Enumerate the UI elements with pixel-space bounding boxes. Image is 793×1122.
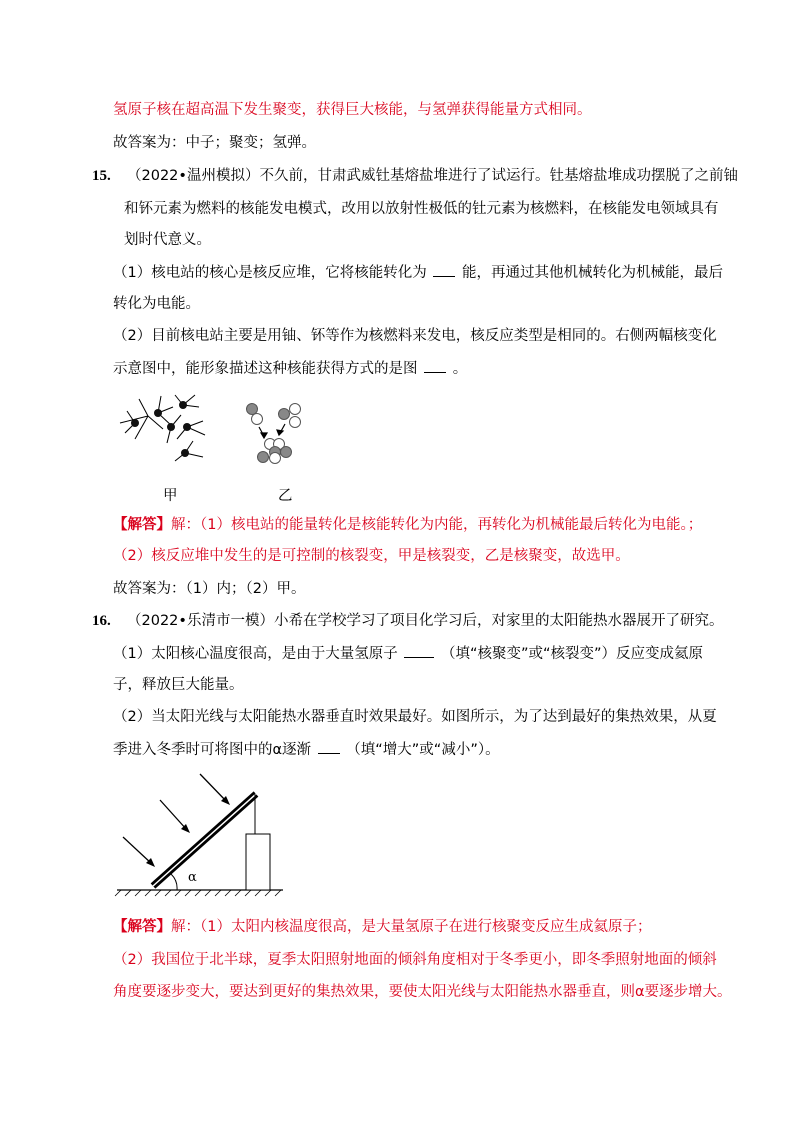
q15-final-answer: 故答案为：（1）内；（2）甲。 <box>113 581 306 597</box>
q15-stem-line3: 划时代意义。 <box>124 232 211 248</box>
q16-solution-text1: 解：（1）太阳内核温度很高，是大量氢原子在进行核聚变反应生成氦原子； <box>171 919 652 935</box>
q16-part1-blank[interactable] <box>404 643 434 658</box>
q16-part2-blank[interactable] <box>318 739 340 754</box>
q16-solution-tag: 【解答】 <box>113 919 171 935</box>
q15-part2-line2 <box>113 358 467 379</box>
q16-solution-line3: 角度要逐步变大，要达到更好的集热效果，要使太阳光线与太阳能热水器垂直，则α要逐步增大。 <box>113 984 732 1000</box>
q15-solution-line2: （2）核反应堆中发生的是可控制的核裂变，甲是核裂变，乙是核聚变，故选甲。 <box>113 548 630 564</box>
q15-solution-text1: 解：（1）核电站的能量转化是核能转化为内能，再转化为机械能最后转化为电能。； <box>171 517 703 533</box>
q15-part2-text-b: 示意图中，能形象描述这种核能获得方式的是图 <box>113 361 418 377</box>
figure-label-jia: 甲 <box>163 488 178 504</box>
q16-part1-text-b: （填“核聚变”或“核裂变”）反应变成氦原 <box>440 646 703 662</box>
question-16-number: 16. <box>92 613 111 629</box>
q15-solution-line1 <box>113 515 702 535</box>
q16-part1-cont: 子，释放巨大能量。 <box>113 677 244 693</box>
angle-alpha-label: α <box>188 870 197 885</box>
q16-part2-line2 <box>113 739 500 760</box>
q15-stem-line2: 和钚元素为燃料的核能发电模式，改用以放射性极低的钍元素为核燃料，在核能发电领域具有 <box>124 201 719 217</box>
q16-solution-line1 <box>113 917 651 937</box>
q15-part2-text-c: 。 <box>452 361 468 377</box>
fission-diagram <box>115 393 215 463</box>
question-15-number: 15. <box>92 168 111 184</box>
q16-part1-text-a: （1）太阳核心温度很高，是由于大量氢原子 <box>113 646 398 662</box>
solar-heater-diagram <box>115 770 315 900</box>
prev-final-answer: 故答案为：中子；聚变；氢弹。 <box>113 135 316 151</box>
q16-part1 <box>113 643 703 664</box>
q15-solution-tag: 【解答】 <box>113 517 171 533</box>
q15-part1-text-b: 能，再通过其他机械转化为机械能，最后 <box>461 265 723 281</box>
fusion-diagram <box>242 400 312 470</box>
q16-part2-text-b: 季进入冬季时可将图中的α逐渐 <box>113 742 312 758</box>
q15-part1-text-a: （1）核电站的核心是核反应堆，它将核能转化为 <box>113 265 427 281</box>
q16-part2-line1: （2）当太阳光线与太阳能热水器垂直时效果最好。如图所示，为了达到最好的集热效果，从夏 <box>113 709 717 725</box>
q15-part1-blank[interactable] <box>433 262 455 277</box>
q15-stem-line1: （2022•温州模拟）不久前，甘肃武威钍基熔盐堆进行了试运行。钍基熔盐堆成功摆脱了之前铀 <box>127 168 738 184</box>
q15-part2-line1: （2）目前核电站主要是用铀、钚等作为核燃料来发电，核反应类型是相同的。右侧两幅核变化 <box>113 328 717 344</box>
q16-part2-text-c: （填“增大”或“减小”）。 <box>346 742 500 758</box>
q15-part1 <box>113 262 723 283</box>
q16-solution-line2: （2）我国位于北半球，夏季太阳照射地面的倾斜角度相对于冬季更小，即冬季照射地面的倾斜 <box>113 952 717 968</box>
prev-explanation: 氢原子核在超高温下发生聚变，获得巨大核能，与氢弹获得能量方式相同。 <box>113 102 592 118</box>
figure-label-yi: 乙 <box>278 488 293 504</box>
q16-stem: （2022•乐清市一模）小希在学校学习了项目化学习后，对家里的太阳能热水器展开了研究。 <box>127 613 724 629</box>
q15-part1-cont: 转化为电能。 <box>113 296 200 312</box>
q15-part2-blank[interactable] <box>424 358 446 373</box>
